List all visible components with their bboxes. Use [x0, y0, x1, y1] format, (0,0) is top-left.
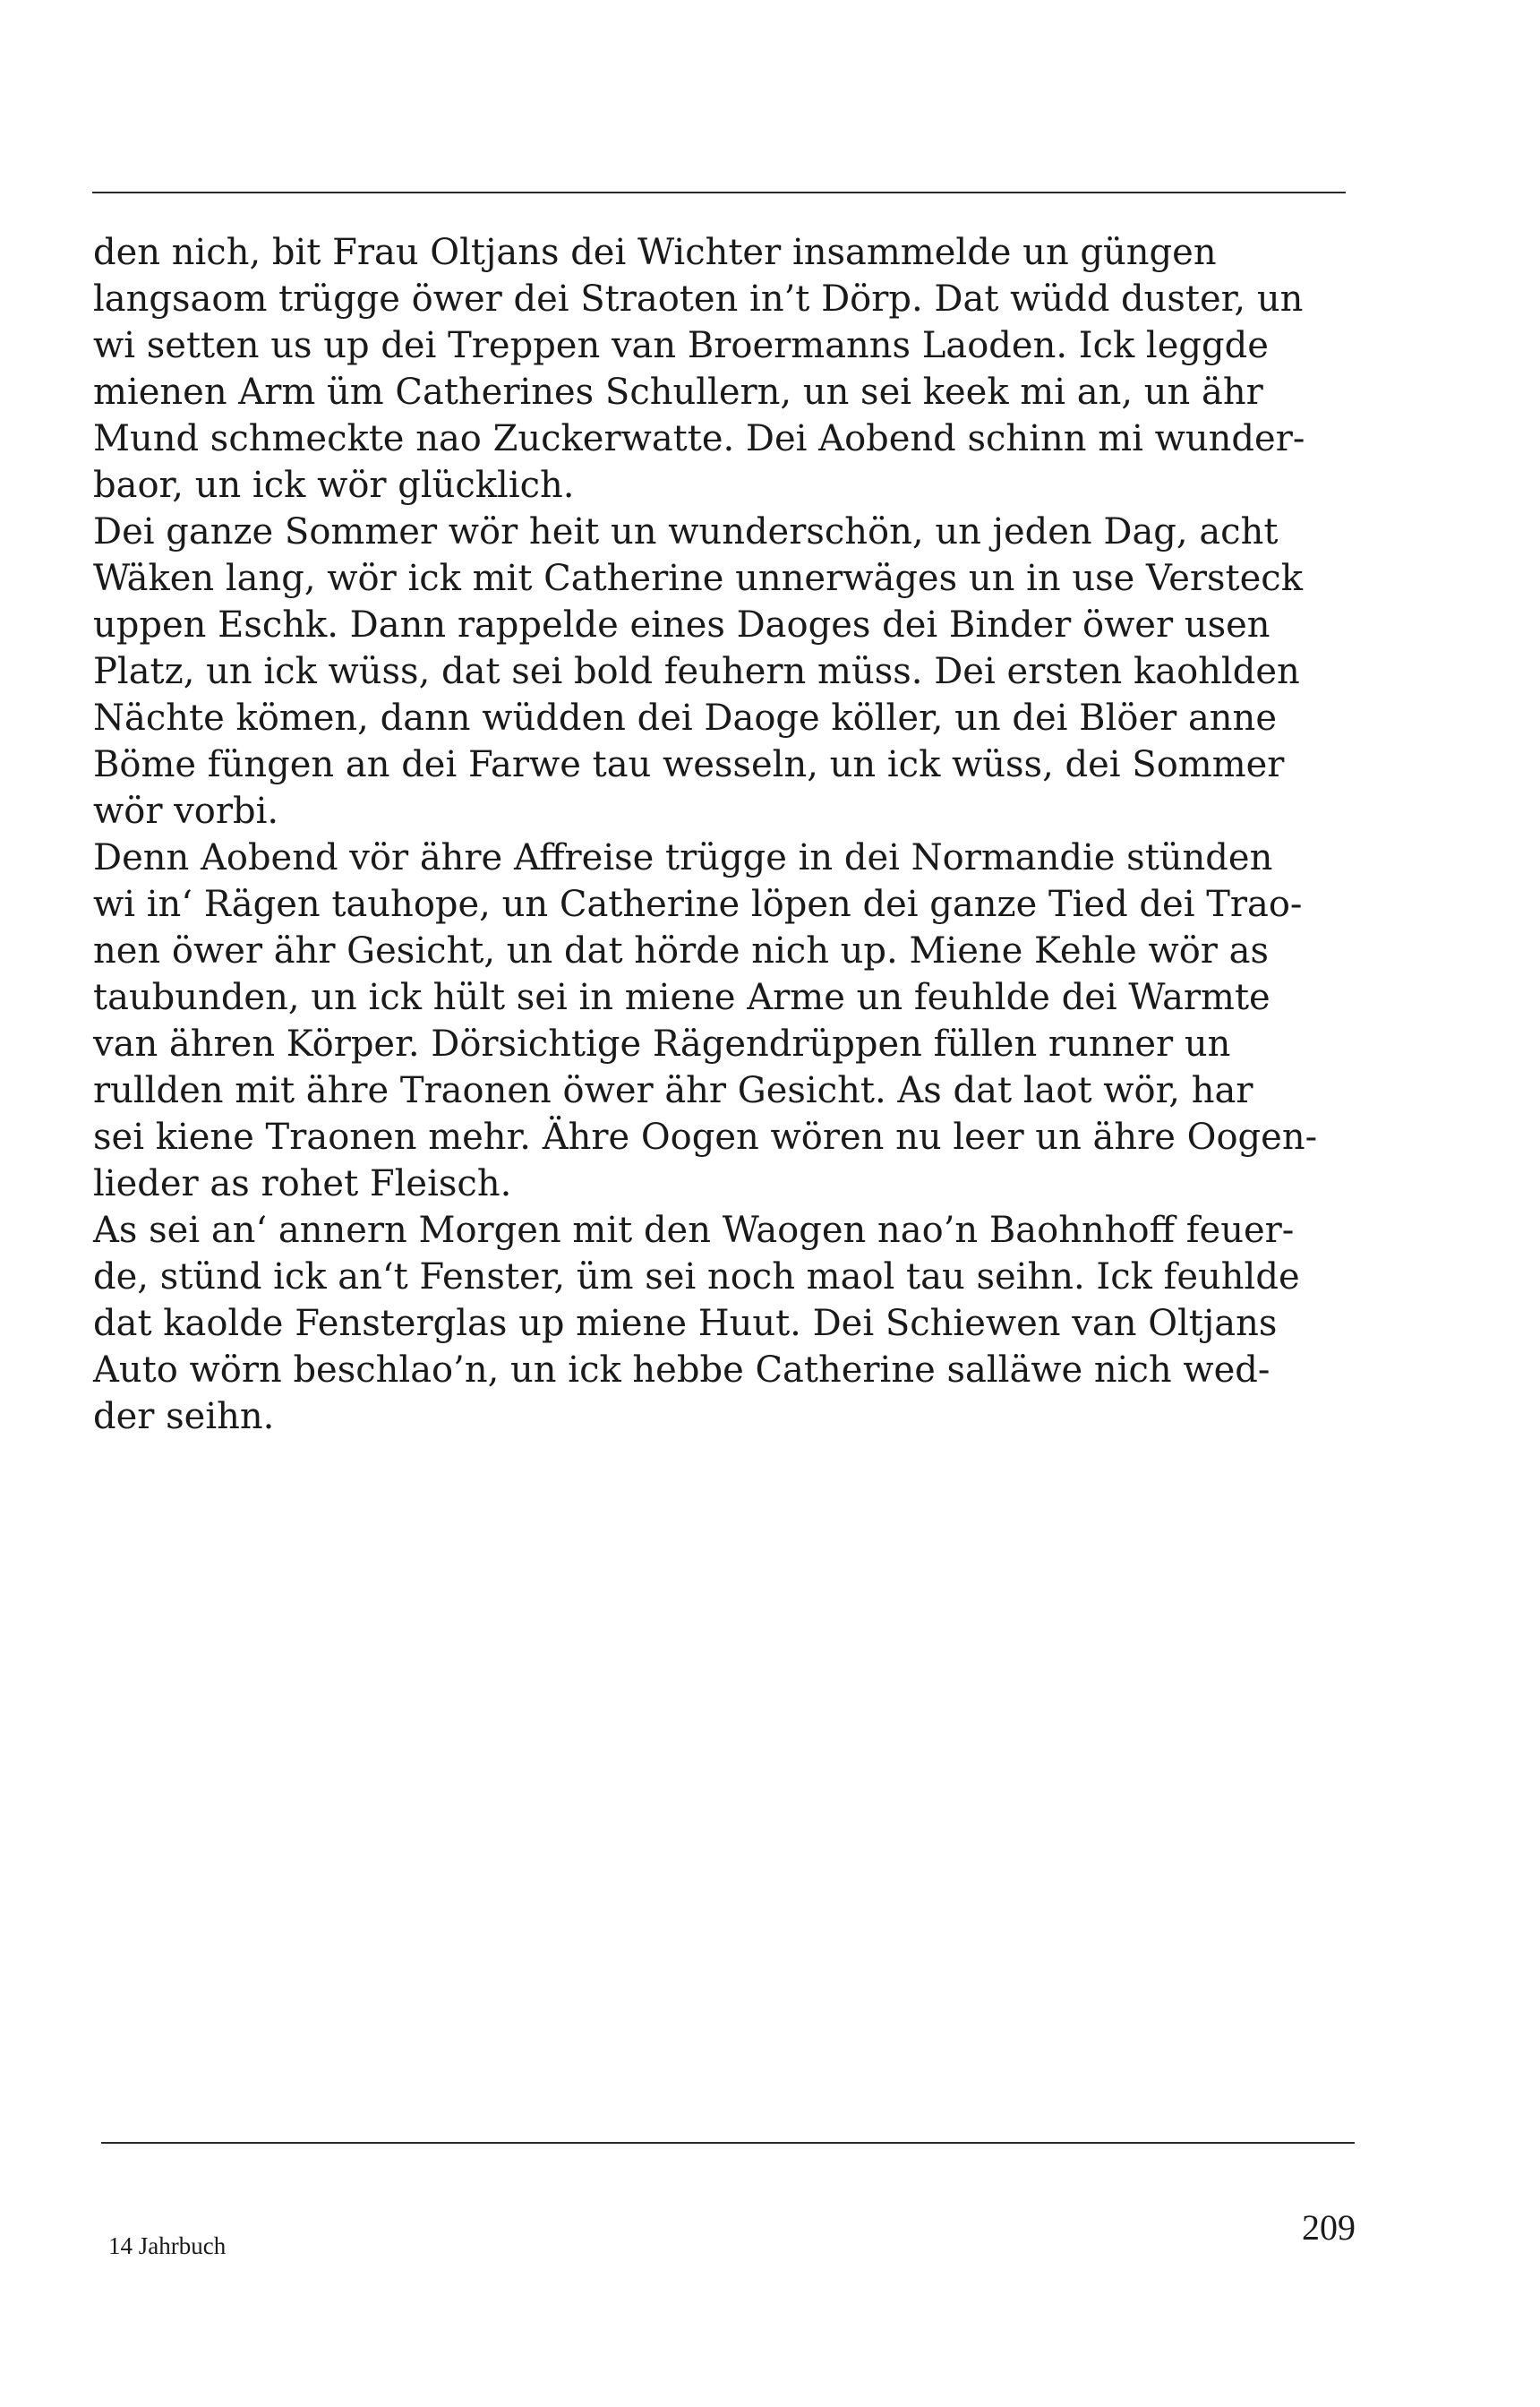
text-line: Böme füngen an dei Farwe tau wesseln, un ick wüss, dei Sommer	[93, 744, 1285, 785]
top-rule	[92, 192, 1346, 193]
sheet-signature: 14 Jahrbuch	[108, 2232, 227, 2259]
text-line: wi setten us up dei Treppen van Broermanns Laoden. Ick leggde	[93, 325, 1269, 366]
text-line: Mund schmeckte nao Zuckerwatte. Dei Aobend schinn mi wunder-	[93, 418, 1305, 459]
text-line: van ähren Körper. Dörsichtige Rägendrüppen füllen runner un	[93, 1024, 1231, 1065]
bottom-rule	[101, 2142, 1355, 2144]
text-line: uppen Eschk. Dann rappelde eines Daoges dei Binder öwer usen	[93, 604, 1270, 646]
text-line: Denn Aobend vör ähre Affreise trügge in dei Normandie stünden	[93, 837, 1273, 878]
text-line: Dei ganze Sommer wör heit un wunderschön, un jeden Dag, acht	[93, 511, 1279, 552]
text-line: der seihn.	[93, 1396, 275, 1437]
text-line: As sei an‘ annern Morgen mit den Waogen nao’n Baohnhoff feuer-	[93, 1210, 1295, 1251]
page-number: 209	[1302, 2207, 1356, 2248]
text-line: sei kiene Traonen mehr. Ähre Oogen wören nu leer un ähre Oogen-	[93, 1117, 1318, 1158]
text-line: taubunden, un ick hült sei in miene Arme un feuhlde dei Warmte	[93, 977, 1270, 1018]
text-line: rullden mit ähre Traonen öwer ähr Gesicht. As dat laot wör, har	[93, 1070, 1253, 1111]
text-line: wör vorbi.	[93, 791, 279, 832]
body-text	[93, 229, 1351, 1440]
text-line: mienen Arm üm Catherines Schullern, un sei keek mi an, un ähr	[93, 372, 1263, 413]
text-line: wi in‘ Rägen tauhope, un Catherine löpen dei ganze Tied dei Trao-	[93, 884, 1303, 925]
text-line: dat kaolde Fensterglas up miene Huut. Dei Schiewen van Oltjans	[93, 1303, 1278, 1344]
text-line: lieder as rohet Fleisch.	[93, 1163, 512, 1204]
text-line: de, stünd ick an‘t Fenster, üm sei noch maol tau seihn. Ick feuhlde	[93, 1256, 1300, 1298]
text-line: Wäken lang, wör ick mit Catherine unnerwäges un in use Versteck	[93, 558, 1303, 599]
text-line: den nich, bit Frau Oltjans dei Wichter insammelde un güngen	[93, 232, 1217, 273]
text-line: Auto wörn beschlao’n, un ick hebbe Catherine salläwe nich wed-	[93, 1349, 1270, 1391]
text-line: nen öwer ähr Gesicht, un dat hörde nich up. Miene Kehle wör as	[93, 930, 1269, 972]
text-line: Platz, un ick wüss, dat sei bold feuhern müss. Dei ersten kaohlden	[93, 651, 1300, 692]
text-line: baor, un ick wör glücklich.	[93, 465, 575, 506]
text-line: langsaom trügge öwer dei Straoten in’t Dörp. Dat wüdd duster, un	[93, 278, 1304, 320]
text-line: Nächte kömen, dann wüdden dei Daoge köller, un dei Blöer anne	[93, 698, 1277, 739]
